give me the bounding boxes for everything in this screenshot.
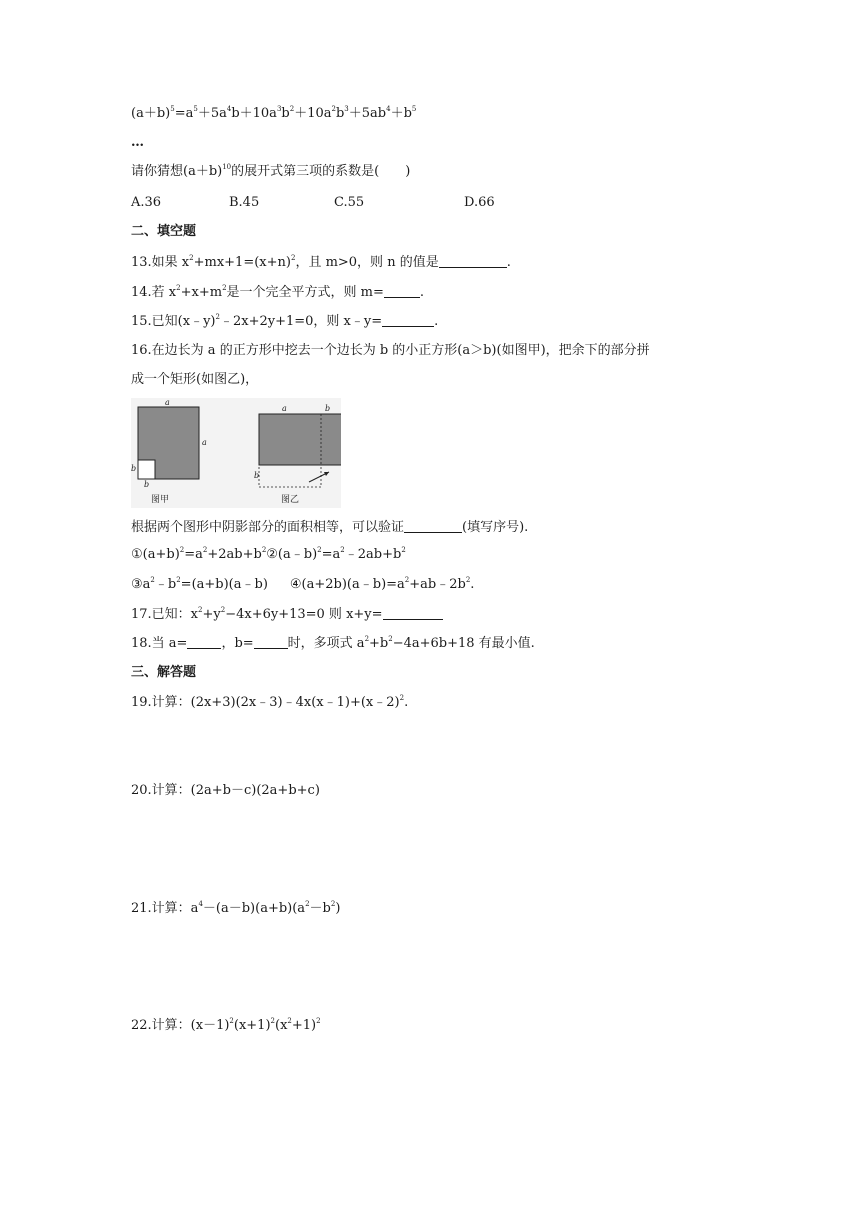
section-fill-blank-heading: 二、填空题 (131, 224, 197, 239)
ellipsis: … (131, 135, 144, 150)
figure-2-label-b-top: b (325, 404, 331, 413)
option-d: D.66 (464, 195, 495, 210)
figure-1-caption: 图甲 (151, 495, 170, 505)
figure-1-label-b-bottom: b (144, 480, 150, 489)
question-13: 13.如果 $x^2+mx+1=(x+n)^2$，且 m>0，则 n 的值是 . (131, 254, 511, 270)
answer-blank-a[interactable] (187, 636, 221, 649)
figure-2-label-a: a (282, 404, 287, 413)
question-19: 19.计算：(2x+3)(2x﹣3)﹣4x(x﹣1)+(x﹣2)$^2$. (131, 694, 409, 710)
question-15: 15.已知(x﹣y)$^2$﹣2x+2y+1=0，则 x﹣y= . (131, 313, 439, 329)
figure-diagram (131, 398, 341, 508)
figure-2-rectangle (259, 414, 341, 465)
question-20: 20.计算：(2a+b－c)(2a+b+c) (131, 783, 320, 798)
question-12: 请你猜想$(a+b)^{10}$的展开式第三项的系数是( ) (131, 163, 411, 179)
answer-blank[interactable] (382, 314, 434, 327)
answer-blank[interactable] (384, 285, 420, 298)
question-14: 14.若 $x^2+x+m^2$是一个完全平方式，则 m= . (131, 284, 425, 300)
figure-2-caption: 图乙 (281, 495, 300, 505)
question-16-options-1-2: $①(a+b)^2=a^2+2ab+b^2②(a﹣b)^2=a^2﹣2ab+b^2$ (131, 546, 406, 562)
answer-blank-b[interactable] (254, 636, 288, 649)
figure-2-dashed-piece (259, 465, 321, 487)
figure-1-label-a-side: a (202, 438, 207, 447)
figure-area (131, 398, 341, 508)
figure-2-label-b-side: b (254, 471, 260, 480)
question-22: 22.计算：$(x-1)^2(x+1)^2(x^2+1)^2$ (131, 1017, 321, 1033)
answer-blank[interactable] (383, 607, 443, 620)
question-17: 17.已知：$x^2+y^2-4x+6y+13=0$ 则 x+y= (131, 606, 443, 624)
option-c: C.55 (334, 195, 365, 210)
answer-blank[interactable] (439, 255, 507, 268)
section-solve-heading: 三、解答题 (131, 665, 197, 680)
question-21: 21.计算：$a^4-(a-b)(a+b)(a^2-b^2)$ (131, 900, 341, 916)
option-a: A.36 (131, 195, 162, 210)
figure-1-label-a-top: a (165, 398, 170, 407)
question-16-options-3-4: $③a^2﹣b^2=(a+b)(a﹣b)$ $④(a+2b)(a﹣b)=a^2+ab﹣2b^2$. (131, 576, 475, 592)
question-16-line1: 16.在边长为 a 的正方形中挖去一个边长为 b 的小正方形(a＞b)(如图甲)，把余下的部分拼 (131, 343, 650, 358)
figure-1-small-square (138, 460, 155, 479)
answer-blank[interactable] (404, 520, 462, 533)
question-16-line2: 成一个矩形(如图乙)， (131, 372, 259, 387)
option-b: B.45 (229, 195, 260, 210)
question-16-verify: 根据两个图形中阴影部分的面积相等，可以验证 (填写序号). (131, 520, 529, 535)
figure-1-label-b-side: b (131, 464, 137, 473)
expansion-line: $(a+b)^5=a^5+5a^4b+10a^3b^2+10a^2b^3+5ab^4+b^5$ (131, 105, 417, 121)
question-18: 18.当 a= ，b= 时，多项式 $a^2+b^2-4a+6b+18$ 有最小值. (131, 635, 535, 651)
